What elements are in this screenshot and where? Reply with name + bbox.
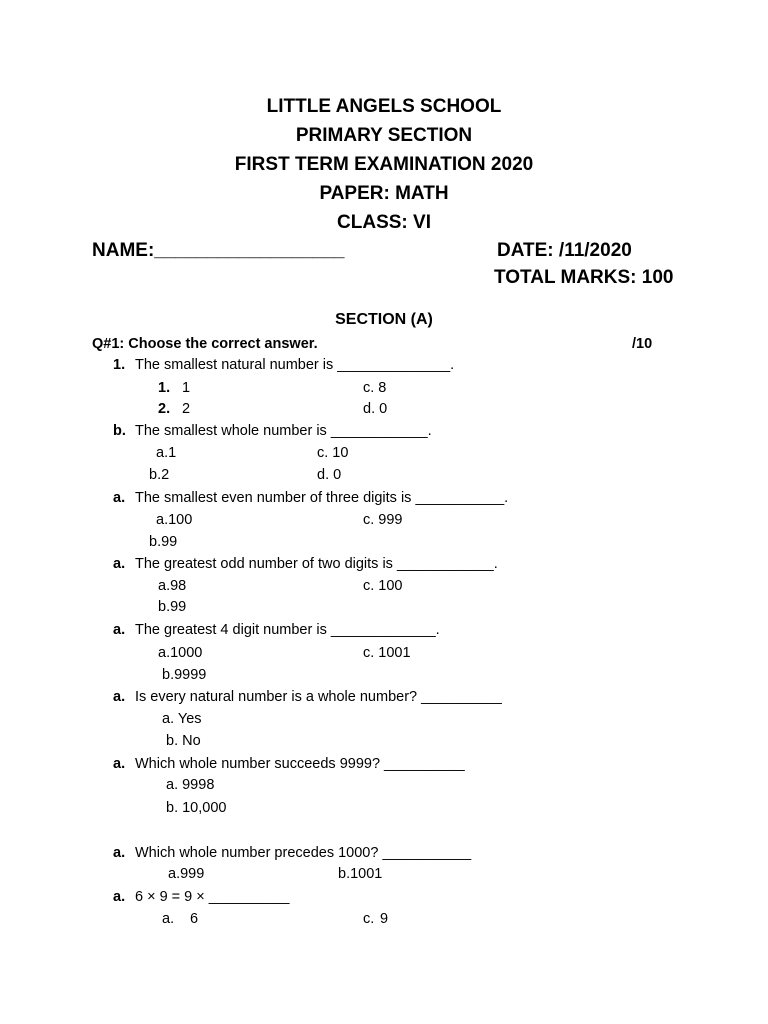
section-title: SECTION (A) [335, 311, 433, 328]
option-text: 2 [182, 401, 191, 417]
question-text: The smallest natural number is ______________. [135, 357, 455, 373]
question-text: 6 × 9 = 9 × __________ [135, 889, 290, 905]
question-item [113, 423, 432, 439]
option-text: a.100 [156, 512, 193, 528]
question-item [113, 756, 465, 772]
question-text: The smallest even number of three digits is ___________. [135, 490, 509, 506]
question-item [113, 845, 471, 861]
date-label: DATE: /11/2020 [497, 240, 632, 261]
question-number: a. [113, 622, 126, 638]
question-heading: Q#1: Choose the correct answer. [92, 336, 318, 352]
option-text: a.98 [158, 578, 187, 594]
option-marker: a. [162, 911, 175, 927]
question-text: Which whole number precedes 1000? ___________ [135, 845, 472, 861]
question-number: a. [113, 689, 126, 705]
option-text: b. No [166, 733, 201, 749]
question-text: The smallest whole number is ____________. [135, 423, 432, 439]
option-text: b.99 [149, 534, 178, 550]
paper-subject: PAPER: MATH [319, 183, 449, 204]
option-text: 6 [190, 911, 199, 927]
option-marker: 1. [158, 380, 171, 396]
name-field: NAME:__________________ [92, 240, 345, 261]
class-label: CLASS: VI [337, 212, 431, 233]
option-text: c. 8 [363, 380, 387, 396]
question-item [113, 357, 454, 373]
question-item [113, 622, 440, 638]
option-text: c. 10 [317, 445, 349, 461]
option-text: b.99 [158, 599, 187, 615]
option-text: a.1000 [158, 645, 203, 661]
option-text: c. 100 [363, 578, 403, 594]
question-marks: /10 [632, 336, 653, 352]
question-text: Which whole number succeeds 9999? __________ [135, 756, 465, 772]
section-name: PRIMARY SECTION [295, 125, 473, 146]
total-marks: TOTAL MARKS: 100 [494, 267, 674, 288]
school-name: LITTLE ANGELS SCHOOL [266, 96, 502, 117]
option-text: b. 10,000 [166, 800, 227, 816]
option-marker: 2. [158, 401, 171, 417]
option-text: d. 0 [363, 401, 388, 417]
question-item [113, 689, 502, 705]
option-text: 9 [380, 911, 389, 927]
question-number: b. [113, 423, 126, 439]
question-number: a. [113, 889, 126, 905]
option-text: b.9999 [162, 667, 207, 683]
question-text: The greatest odd number of two digits is ____________. [135, 556, 498, 572]
question-number: a. [113, 556, 126, 572]
question-number: a. [113, 845, 126, 861]
question-item [113, 556, 498, 572]
question-number: a. [113, 756, 126, 772]
question-text: Is every natural number is a whole number? __________ [135, 689, 502, 705]
question-item [113, 889, 289, 905]
option-text: b.1001 [338, 866, 383, 882]
question-text: The greatest 4 digit number is _____________. [135, 622, 440, 638]
option-text: c. 999 [363, 512, 403, 528]
option-text: b.2 [149, 467, 170, 483]
option-marker: c. [363, 911, 375, 927]
question-item [113, 490, 508, 506]
option-text: a.999 [168, 866, 205, 882]
option-text: a. 9998 [166, 777, 215, 793]
option-text: 1 [182, 380, 191, 396]
option-text: a.1 [156, 445, 177, 461]
option-text: d. 0 [317, 467, 342, 483]
option-text: c. 1001 [363, 645, 411, 661]
question-number: a. [113, 490, 126, 506]
option-text: a. Yes [162, 711, 202, 727]
exam-title: FIRST TERM EXAMINATION 2020 [234, 154, 534, 175]
question-number: 1. [113, 357, 126, 373]
